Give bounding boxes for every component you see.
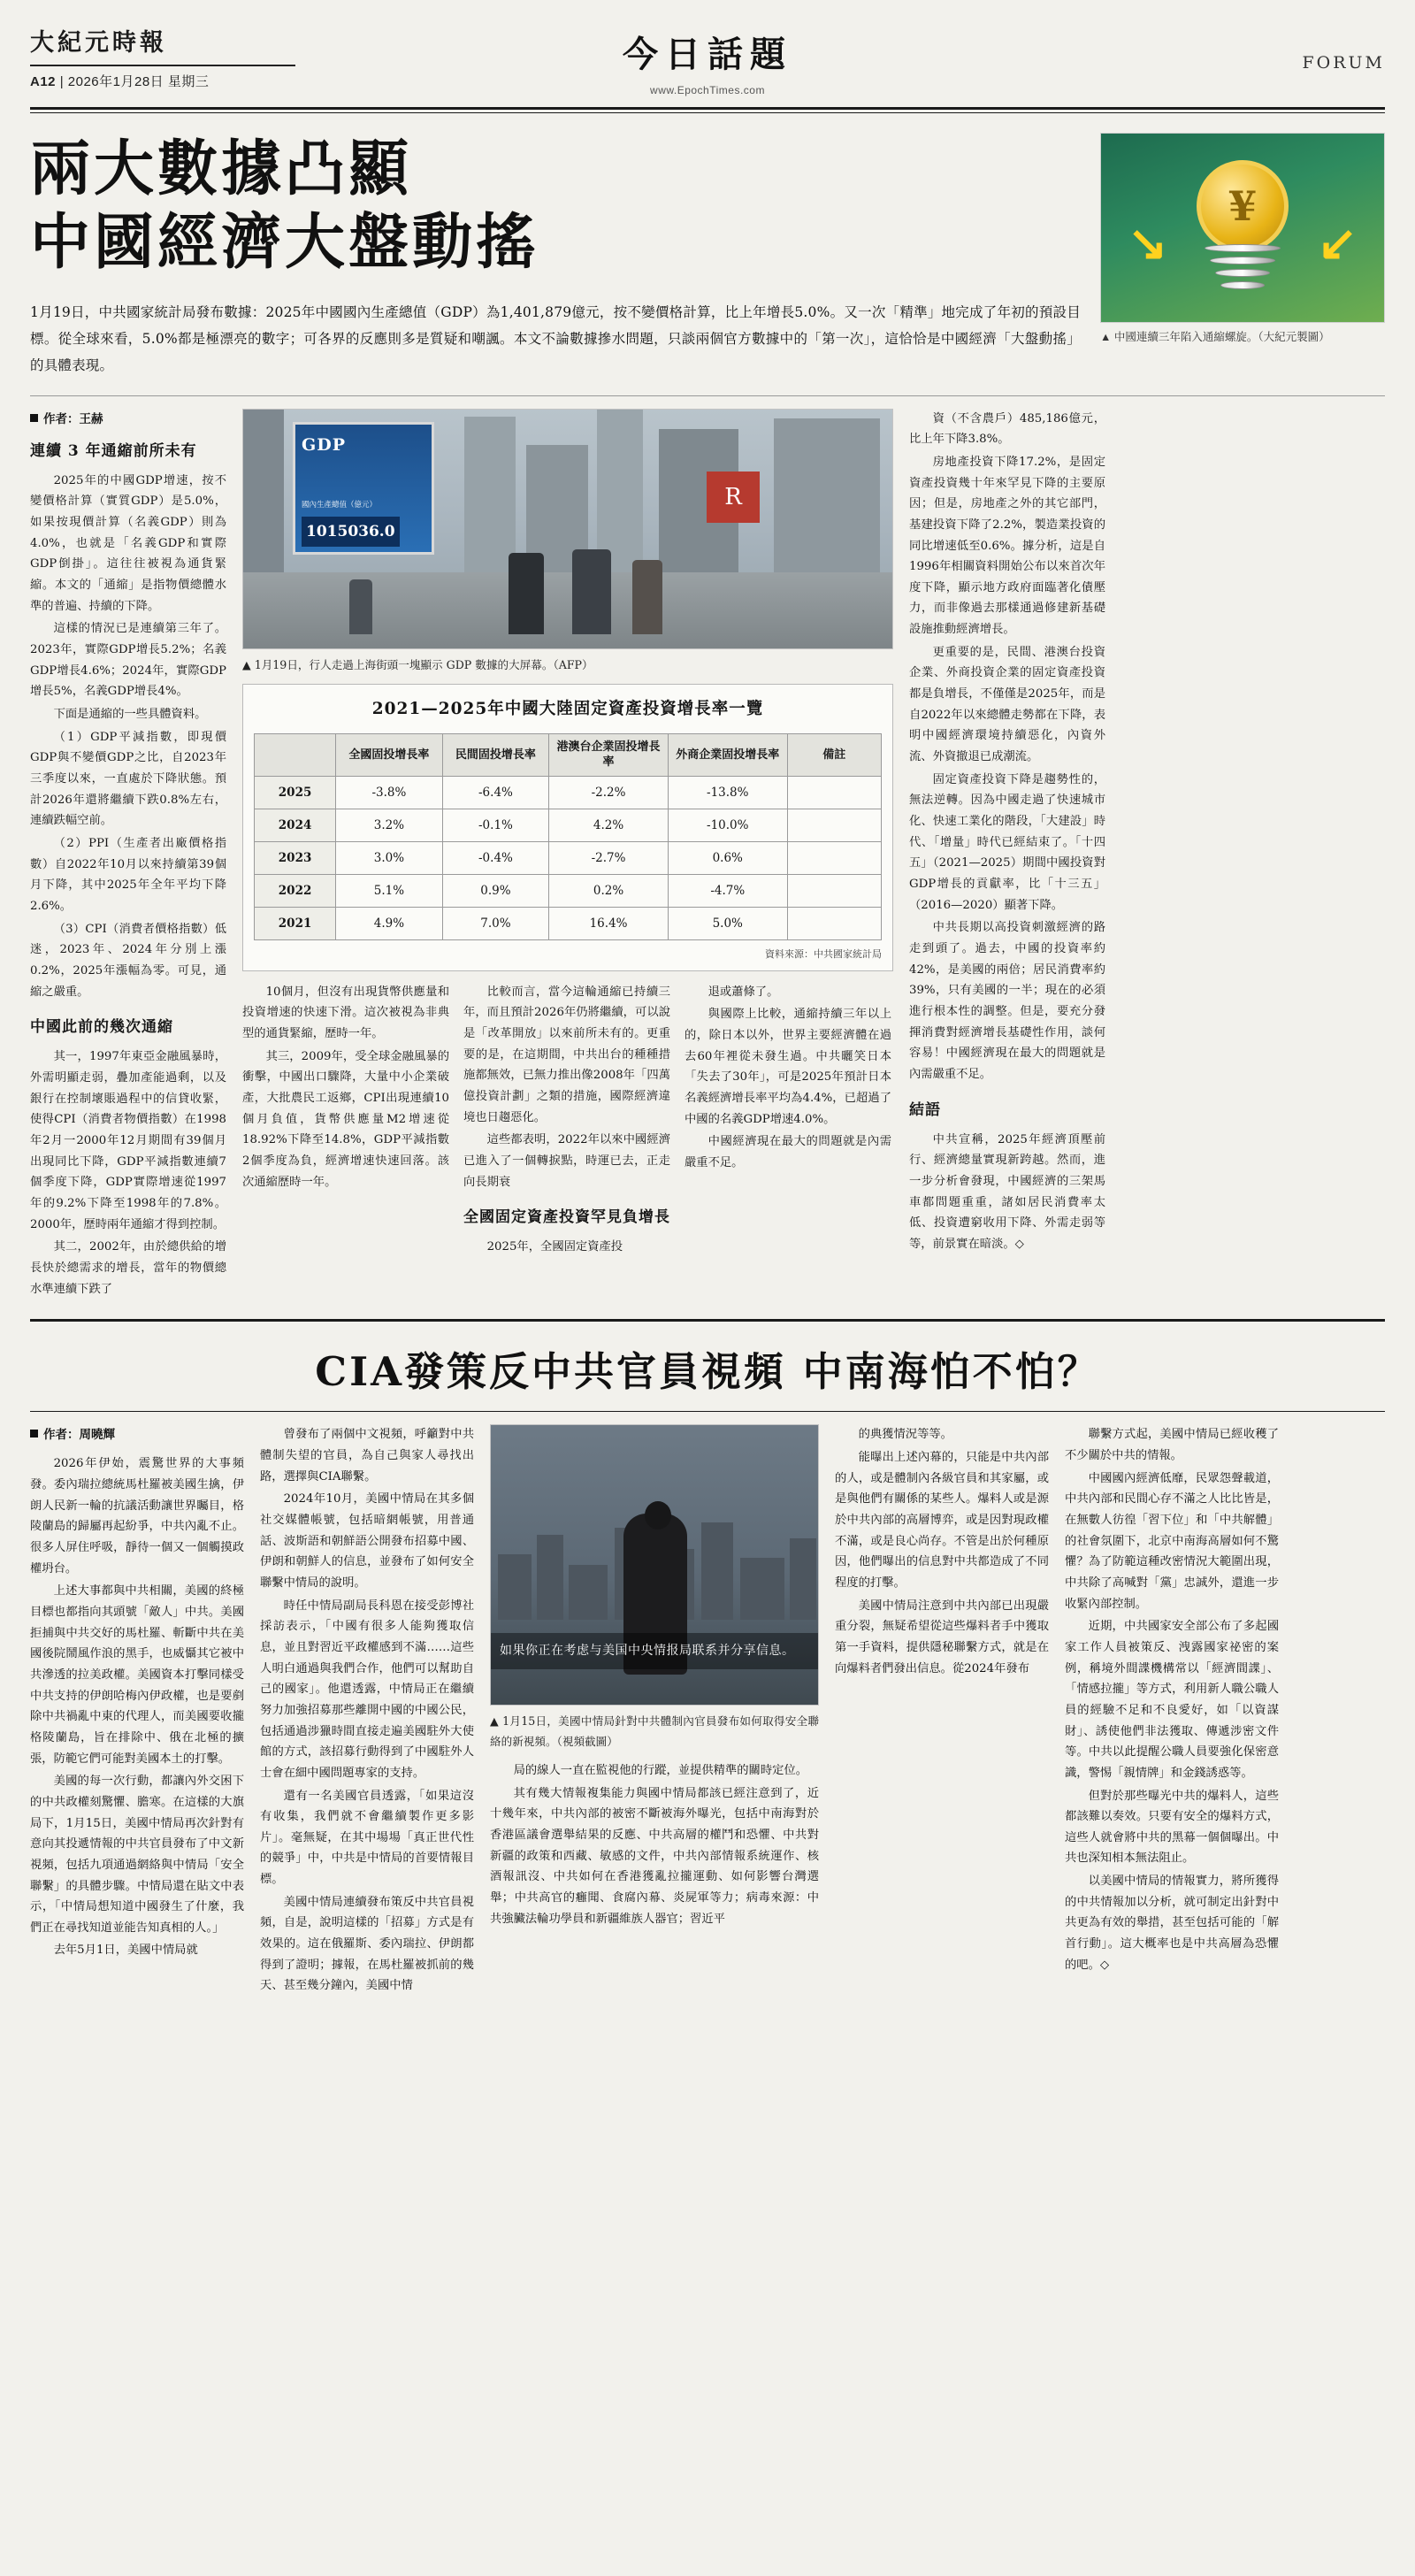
table-header-row [255,733,882,776]
paragraph: （1）GDP平減指數，即現價GDP與不變價GDP之比，自2023年三季度以來，一直處於下降狀態。預計2026年還將繼續下跌0.8%左右，連續跌幅空前。 [30,730,226,828]
paragraph: 局的線人一直在監視他的行蹤，並提供精準的關時定位。 [513,1764,808,1778]
masthead-rule-thin [30,112,1385,113]
section-title: 今日話題 [623,34,792,75]
article2-byline [30,1424,244,1445]
table-header-cell: 外商企業固投增長率 [668,733,787,776]
masthead-rule-thick [30,107,1385,110]
table-header-cell: 港澳台企業固投增長率 [549,733,669,776]
paragraph: （3）CPI（消費者價格指數）低迷，2023年、2024年分別上漲0.2%，2025年漲幅為零。可見，通縮之嚴重。 [30,922,226,999]
article2-column-5 [1065,1424,1279,1998]
photo-pedestrian [572,549,611,634]
article2-column-3 [490,1424,819,1998]
masthead-meta [30,72,322,90]
article1-illustration-caption: ▲ 中國連續三年陷入通縮螺旋。（大紀元製圖） [1100,331,1330,343]
table-header-cell: 民間固投增長率 [442,733,549,776]
article1-headline-line1: 兩大數據凸顯 [30,134,413,204]
article2-byline-text: 作者：周曉輝 [43,1428,115,1443]
article2-bottom-rule [30,1411,1385,1412]
photo-gdp-screen [293,422,434,555]
table-cell: 4.2% [549,809,669,842]
table-cell: 0.6% [668,842,787,875]
table-cell: -0.4% [442,842,549,875]
table-title: 2021—2025年中國大陸固定資產投資增長率一覽 [371,699,764,718]
yuan-symbol: ¥ [1228,182,1257,230]
article2-photo-caption: ▲ 1月15日，美國中情局針對中共體制內官員發布如何取得安全聯絡的新視頻。（視頻截圖） [490,1714,819,1748]
article2-column-1 [30,1424,244,1998]
paragraph: 其三，2009年，受全球金融風暴的衝擊，中國出口驟降，大量中小企業破產，大批農民工返鄉，CPI出現連續10個月負值，貨幣供應量M2增速從18.92%下降至14.8%，GDP平減指數2個季度為負，經濟增速快速回落。該次通縮歷時一年。 [242,1049,449,1189]
deflation-spiral-illustration [1100,133,1385,323]
article1-subhead-1: 連續 3 年通縮前所未有 [30,441,197,460]
table-header-cell: 全國固投增長率 [336,733,443,776]
table-cell: 2024 [255,809,336,842]
article1-headline-line2: 中國經濟大盤動搖 [30,206,540,278]
article1-photo-caption: ▲ 1月19日，行人走過上海街頭一塊顯示 GDP 數據的大屏幕。（AFP） [242,657,593,671]
paragraph: 美國中情局連續發布策反中共官員視頻，自是，說明這樣的「招募」方式是有效果的。這在俄羅斯、委內瑞拉、伊朗都得到了證明；據報，在馬杜羅被抓前的幾天、甚至幾分鐘內，美國中情 [260,1895,474,1993]
article1-photo [242,409,893,649]
table-cell [787,776,881,809]
article1-subhead-3: 全國固定資產投資罕見負增長 [463,1208,670,1227]
table-row [255,842,882,875]
table-cell: -10.0% [668,809,787,842]
paragraph: 房地產投資下降17.2%，是固定資產投資幾十年來罕見下降的主要原因；但是，房地產之外的其它部門，基建投資下降了2.2%，製造業投資的同比增速低至0.6%。據分析，這是自1996年相關資料開始公布以來首次年度下降，顯示地方政府面臨著化債壓力，而非像過去那樣通過修建新基礎設施推動經濟增長。 [909,455,1105,637]
photo2-overlay-text: 如果你正在考虑与美国中央情报局联系并分享信息。 [491,1633,818,1669]
masthead-divider [30,65,295,66]
paragraph: 2026年伊始，震驚世界的大事頻發。委內瑞拉總統馬杜羅被美國生擒，伊朗人民新一輪的抗議活動讓世界矚目，格陵蘭島的歸屬再起紛爭，中共內亂不止。很多人屏住呼吸，靜待一個又一個觸摸政權坍台。 [30,1457,244,1576]
arrow-down-right-icon: ↙ [1317,217,1358,270]
table-cell [787,809,881,842]
table-cell: -13.8% [668,776,787,809]
masthead-center [322,23,1093,96]
byline-square-icon [30,1430,38,1438]
photo-pedestrian [349,579,372,634]
article1-lede: 1月19日，中共國家統計局發布數據：2025年中國國內生產總值（GDP）為1,401,879億元，按不變價格計算，比上年增長5.0%。又一次「精準」地完成了年初的預設目標。從全球來看，5.0%都是極漂亮的數字；可各界的反應則多是質疑和嘲諷。本文不論數據摻水問題，只談兩個官方數據中的「第一次」，這恰恰是中國經濟「大盤動搖」的具體表現。 [30,303,1081,374]
paragraph: 固定資產投資下降是趨勢性的，無法逆轉。因為中國走過了快速城市化、快速工業化的階段，「大建設」時代、「增量」時代已經結束了。「十四五」（2021—2025）期間中國投資對GDP增長的貢獻率，比「十三五」（2016—2020）顯著下降。 [909,772,1105,912]
photo-building [464,417,516,574]
article2-body [30,1424,1385,1998]
paragraph: 美國中情局注意到中共內部已出現嚴重分裂，無疑希望從這些爆料者手中獲取第一手資料，提供隱秘聯繫方式，就是在向爆料者們發出信息。從2024年發布 [835,1598,1049,1675]
article2-title: CIA發策反中共官員視頻 中南海怕不怕？ [315,1348,1100,1396]
paragraph: 10個月，但沒有出現貨幣供應量和投資增速的快速下滑。這次被視為非典型的通貨緊縮，歷時一年。 [242,985,449,1040]
article2-top-rule [30,1319,1385,1322]
table-cell: 3.2% [336,809,443,842]
paragraph: 2025年，全國固定資產投 [486,1240,623,1254]
table-cell: 3.0% [336,842,443,875]
paragraph: 以美國中情局的情報實力，將所獲得的中共情報加以分析，就可制定出針對中共更為有效的舉措，甚至包括可能的「解首行動」。這大概率也是中共高層為恐懼的吧。◇ [1065,1874,1279,1972]
article1-center-column-3 [685,982,891,1260]
screen-sublabel: 國內生產總值（億元） [302,501,378,510]
table-cell: 7.0% [442,908,549,940]
paragraph: 退或蕭條了。 [708,985,779,999]
table-cell: 2023 [255,842,336,875]
table-row [255,875,882,908]
paragraph: 2024年10月，美國中情局在其多個社交媒體帳號，包括暗網帳號，用普通話、波斯語和朝鮮語公開發布招募中國、伊朗和朝鮮人的信息，並發布了如何安全聯繫中情局的說明。 [260,1492,474,1590]
article1-column-1 [30,409,226,1302]
paragraph: 還有一名美國官員透露，「如果這沒有收集，我們就不會繼續製作更多影片」。毫無疑，在其中場場「真正世代性的競爭」中，中共是中情局的首要情報目標。 [260,1789,474,1887]
paragraph: 與國際上比較，通縮持續三年以上的，除日本以外，世界主要經濟體在過去60年裡從未發生過。中共曬笑日本「失去了30年」，可是2025年預計日本名義經濟增長率平均為4.4%，已超過了中國的名義GDP增速4.0%。 [685,1008,891,1126]
paragraph: 這樣的情況已是連續第三年了。2023年，實際GDP增長5.2%；名義GDP增長4.6%；2024年，實際GDP增長5%，名義GDP增長4%。 [30,622,226,699]
table-cell: 2021 [255,908,336,940]
paragraph: 但對於那些曝光中共的爆料人，這些都該難以奏效。只要有安全的爆料方式，這些人就會將中共的黑幕一個個曝出。中共也深知相本無法阻止。 [1065,1789,1279,1866]
paragraph: 上述大事都與中共相關，美國的終極目標也都指向其頭號「敵人」中共。美國拒捕與中共交好的馬杜羅、斬斷中共在美國後院鬧風作浪的黑手，也威懾其它被中共滲透的拉美政權。美國資本打擊同樣受中共支持的伊朗哈梅內伊政權，也是要剷除中共禍亂中東的代理人，而美國要收攏格陵蘭島，旨在排除中、俄在北極的擴張，防範它們可能對美國本土的打擊。 [30,1584,244,1766]
table-cell: -3.8% [336,776,443,809]
screen-value: 1015036.0 [302,517,400,547]
paragraph: 更重要的是，民間、港澳台投資企業、外商投資企業的固定資產投資都是負增長，不僅僅是2025年，而是自2022年以來總體走勢都在下降，表明中國經濟環境持續惡化，內資外流、外資撤退已成潮流。 [909,645,1105,764]
newspaper-logo: 大紀元時報 [30,29,167,57]
paragraph: 2025年的中國GDP增速，按不變價格計算（實質GDP）是5.0%，如果按現價計算（名義GDP）則為4.0%，也就是「名義GDP和實際GDP倒掛」。這往往被視為通貨緊縮。本文的「通縮」是指物價總體水準的普遍、持續的下降。 [30,473,226,613]
paragraph: 其二，2002年，由於總供給的增長快於總需求的增長，當年的物價總水準連續下跌了 [30,1240,226,1296]
article1-center-column-1 [242,982,449,1260]
table-source: 資料來源：中共國家統計局 [765,948,882,961]
article1-center-column-2 [463,982,670,1260]
website-url: www.EpochTimes.com [650,84,765,96]
article1-illustration-block [1100,133,1385,380]
table-cell: -0.1% [442,809,549,842]
paragraph: 能曝出上述內幕的，只能是中共內部的人，或是體制內各級官員和其家屬，或是與他們有關係的某些人。爆料人或是源於中共內部的高層博弈，或是因對現政權不滿，或是良心尚存。不管是出於何種原因，他們曝出的信息對中共都造成了不同程度的打擊。 [835,1451,1049,1590]
table-cell: 2022 [255,875,336,908]
spring-icon [1205,240,1281,303]
article1-header [30,133,1385,380]
table-cell [787,875,881,908]
photo-street [243,572,892,648]
photo-red-sign: R [707,472,760,523]
table-cell: 4.9% [336,908,443,940]
paragraph: 中共長期以高投資刺激經濟的路走到頭了。過去，中國的投資率約42%，是美國的兩倍；居民消費率約39%，只有美國的一半；現在的必須進行根本性的調整。但是，要充分發揮消費對經濟增長基礎性作用，談何容易！中國經濟現在最大的問題就是內需嚴重不足。 [909,921,1105,1081]
table-row [255,908,882,940]
paragraph: 這些都表明，2022年以來中國經濟已進入了一個轉捩點，時運已去，正走向長期衰 [463,1133,670,1189]
article2-photo [490,1424,819,1706]
article1-column-last [909,409,1105,1302]
masthead-left [30,23,322,90]
table-cell: -4.7% [668,875,787,908]
paragraph: 中國經濟現在最大的問題就是內需嚴重不足。 [685,1135,891,1169]
paragraph: 中共宣稱，2025年經濟頂壓前行、經濟總量實現新跨越。然而，進一步分析會發現，中國經濟的三架馬車都問題重重，諸如居民消費率太低、投資遭窮收用下降、外需走弱等等，前景實在暗淡。◇ [909,1132,1105,1252]
table-cell: -6.4% [442,776,549,809]
paragraph: 比較而言，當今這輪通縮已持續三年，而且預計2026年仍將繼續，可以說是「改革開放」以來前所未有的。更重要的是，在這期間，中共出台的種種措施都無效，已無力推出像2008年「四萬億投資計劃」之類的措施，國際經濟違境也日趨惡化。 [463,985,670,1124]
article1-subhead-4: 結語 [909,1100,941,1119]
photo-pedestrian [632,560,662,634]
photo-building [774,418,880,574]
investment-growth-table [254,733,882,940]
table-header-cell: 備註 [787,733,881,776]
arrow-down-left-icon: ↘ [1128,217,1168,270]
masthead [30,23,1385,102]
paragraph: 資（不含農戶）485,186億元，比上年下降3.8%。 [909,411,1105,447]
table-row [255,776,882,809]
table-cell [787,908,881,940]
table-cell: 5.1% [336,875,443,908]
meta-separator: | [59,74,68,89]
table-cell: 0.9% [442,875,549,908]
table-cell: 5.0% [668,908,787,940]
paragraph: 近期，中共國家安全部公布了多起國家工作人員被策反、洩露國家祕密的案例，稱境外間諜機構常以「經濟間諜」、「情感拉攏」等方式，利用新人職公職人員的經驗不足和不良愛好，如「以資謀財」、誘使他們非法獲取、傳遞涉密文件等。中共以此提醒公職人員要強化保密意識，警惕「親情牌」和金錢誘惑等。 [1065,1620,1279,1780]
paragraph: 時任中情局副局長科恩在接受彭博社採訪表示，「中國有很多人能夠獲取信息，並且對習近平政權感到不滿……這些人明白通過與我們合作，他們可以幫助自己的國家」。他還透露，中情局正在繼續努力加強招募那些離開中國的中國公民，包括通過涉獵時間直接走遍美國駐外大使館的方式，該招募行動得到了中國駐外人士會在細中國問題專家的支持。 [260,1598,474,1780]
photo-building [243,410,284,578]
article1-center-columns [242,982,893,1260]
paragraph: 聯繫方式起，美國中情局已經收穫了不少關於中共的情報。 [1065,1428,1279,1463]
article1-center-block [242,409,893,1302]
paragraph: （2）PPI（生產者出廠價格指數）自2022年10月以來持續第39個月下降，其中2025年全年平均下降2.6%。 [30,836,226,913]
section-label-en: FORUM [1302,53,1385,73]
table-cell: -2.7% [549,842,669,875]
paragraph: 其有幾大情報複集能力與國中情局都該已經注意到了，近十幾年來，中共內部的被密不斷被海外曝光，包括中南海對於香港區議會選舉結果的反應、中共高層的權鬥和恐懼、中共對新疆的政策和西藏、敏感的文件，中共內部情報系統運作、核酒報訊沒、中共如何在香港獲亂拉攏運動、如何影響台灣選舉；中共高官的癰聞、食腐內幕、炎屍軍等力；病毒來源：中共強臟法輪功學員和新疆維族人器官；習近平 [490,1786,819,1926]
table-header-cell [255,733,336,776]
page-number: A12 [30,74,57,89]
article1-byline [30,409,226,430]
table-row [255,809,882,842]
paragraph: 其一，1997年東亞金融風暴時，外需明顯走弱，疊加產能過剩，以及銀行在控制壞賬過程中的信貸收緊，使得CPI（消費者物價指數）在1998年2月一2000年12月期間有39個月出現同比下降，GDP平減指數連續7個季度下降，GDP實際增速從1997年的9.2%下降至1998年的7.8%。2000年，歷時兩年通縮才得到控制。 [30,1050,226,1231]
article2-column-2 [260,1424,474,1998]
table-cell: -2.2% [549,776,669,809]
paragraph: 中國國內經濟低靡，民眾怨聲載道，中共內部和民間心存不滿之人比比皆是，在無數人彷徨「習下位」和「中共解體」的社會氛圍下，北京中南海高層如何不驚懼？為了防範這種改密情況大範圍出現，中共除了高喊對「黨」忠誠外，還進一步收緊內部控制。 [1065,1471,1279,1611]
screen-label: GDP [302,434,346,455]
investment-table-block [242,684,893,971]
publication-date: 2026年1月28日 星期三 [67,74,210,89]
paragraph: 的典獲情況等等。 [858,1428,952,1442]
article1-headline-block [30,133,1081,380]
table-cell: 16.4% [549,908,669,940]
paragraph: 去年5月1日，美國中情局就 [53,1944,198,1958]
paragraph: 曾發布了兩個中文視頻，呼籲對中共體制失望的官員，為自己與家人尋找出路，選擇與CIA聯繫。 [260,1428,474,1484]
article1-subhead-2: 中國此前的幾次通縮 [30,1018,173,1037]
table-cell [787,842,881,875]
byline-square-icon [30,414,38,422]
article1-body [30,409,1385,1302]
article1-byline-text: 作者：王赫 [43,411,103,426]
table-cell: 0.2% [549,875,669,908]
table-cell: 2025 [255,776,336,809]
coin-icon [1197,160,1289,252]
paragraph: 下面是通縮的一些具體資料。 [53,708,207,722]
article1-body-rule [30,395,1385,396]
paragraph: 美國的每一次行動，都讓內外交困下的中共政權刻驚懼、膽寒。在這樣的大旗局下，1月15日，美國中情局再次針對有意向其投遞情報的中共官員發布了中文新視頻，包括九項通過網絡與中情局「安全聯繫」的具體步驟。中情局還在貼文中表示，「中情局想知道中國發生了什麼，我們正在尋找知道並能告知真相的人。」 [30,1775,244,1935]
article2-column-4 [835,1424,1049,1998]
photo-pedestrian [509,553,544,634]
